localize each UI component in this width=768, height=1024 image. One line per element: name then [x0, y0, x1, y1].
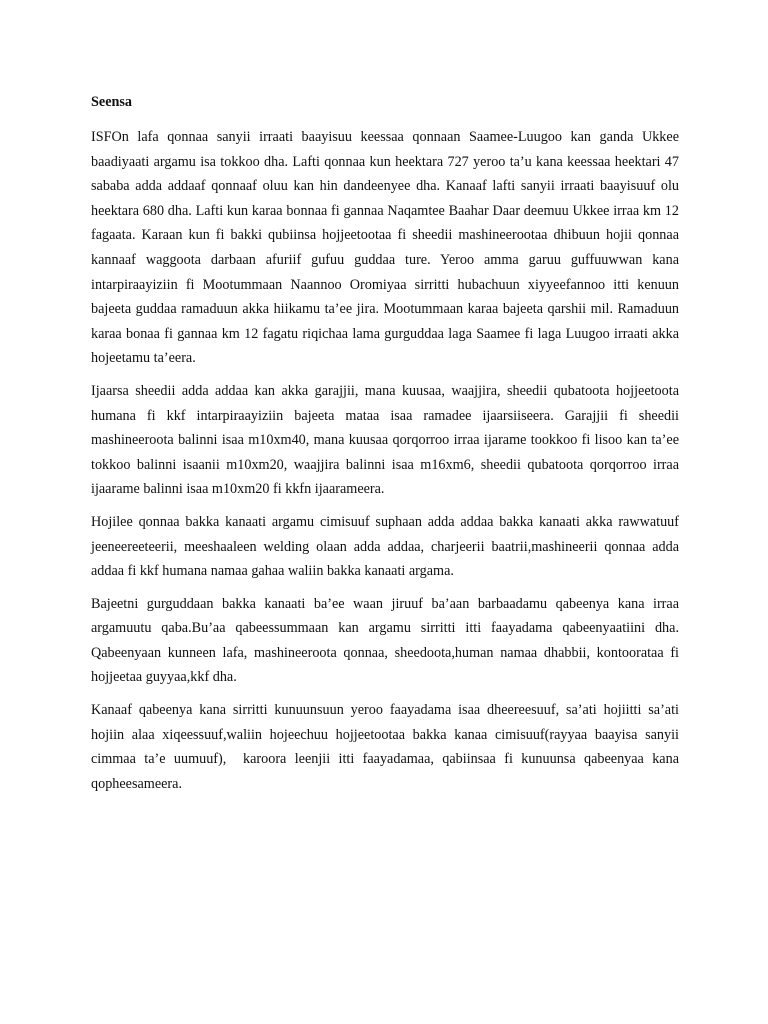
- section-title: Seensa: [91, 94, 132, 110]
- paragraph-1: ISFOn lafa qonnaa sanyii irraati baayisuu keessaa qonnaan Saamee-Luugoo kan ganda Ukkee baadiyaati argamu isa tokkoo dha. Lafti qonnaa kun heektara 727 yeroo ta’u kana keessaa heektari 47 sababa adda addaaf qonnaaf oluu kan hin dandeenyee dha. Kanaaf lafti sanyii irraati baayisuuf olu heektara 680 dha. Lafti kun karaa bonnaa fi gannaa Naqamtee Baahar Daar deemuu Ukkee irraa km 12 fagaata. Karaan kun fi bakki qubiinsa hojjeetootaa fi sheedii mashineerootaa dhibuun hojii qonnaa kannaaf waggoota darbaan afuriif gufuu guddaa ture. Yeroo amma garuu guffuuwwan kana intarpiraayiziin fi Mootummaan Naannoo Oromiyaa sirritti hubachuun xiyyeefannoo itti kenuun bajeeta guddaa ramaduun akka hiikamu ta’ee jira. Mootummaan karaa bajeeta qarshii mil. Ramaduun karaa bonaa fi gannaa km 12 fagatu riqichaa lama gurguddaa laga Saamee fi laga Luugoo irraati akka hojeetamu ta’eera.: [91, 129, 683, 367]
- document-page: [91, 92, 683, 804]
- paragraph-4: Bajeetni gurguddaan bakka kanaati ba’ee waan jiruuf ba’aan barbaadamu qabeenya kana irraa argamuutu qaba.Bu’aa qabeessummaan kan argamu sirritti itti faayadama qabeenyaatiini dha. Qabeenyaan kunneen lafa, mashineeroota qonnaa, sheedoota,human namaa dhabbii, kontoorataa fi hojjeetaa guyyaa,kkf dha.: [91, 595, 683, 686]
- paragraph-2: Ijaarsa sheedii adda addaa kan akka garajjii, mana kuusaa, waajjira, sheedii qubatoota hojjeetoota humana fi kkf intarpiraayiziin bajeeta mataa isaa ramadee ijaarsiiseera. Garajjii fi sheedii mashineeroota balinni isaa m10xm40, mana kuusaa qorqorroo irraa ijarame tookkoo fi lisoo kan ta’ee tokkoo balinni isaanii m10xm20, waajjira balinni isaa m16xm6, sheedii qubatoota qorqorroo irraa ijaarame balinni isaa m10xm20 fi kkfn ijaarameera.: [91, 382, 683, 498]
- paragraph-3: Hojilee qonnaa bakka kanaati argamu cimisuuf suphaan adda addaa bakka kanaati akka rawwatuuf jeeneereeteerii, meeshaaleen welding olaan adda addaa, charjeerii baatrii,mashineerii qonnaa adda addaa fi kkf humana namaa gahaa waliin bakka kanaati argama.: [91, 513, 683, 580]
- paragraph-5: Kanaaf qabeenya kana sirritti kunuunsuun yeroo faayadama isaa dheereesuuf, sa’ati hojiitti sa’ati hojiin alaa xiqeessuuf,waliin hojeechuu hojjeetootaa bakka kanaa cimisuuf(rayyaa baayisa sanyii cimmaa ta’e uumuuf), karoora leenjii itti faayadamaa, qabiinsaa fi kunuunsa qabeenyaa kana qopheesameera.: [91, 702, 683, 792]
